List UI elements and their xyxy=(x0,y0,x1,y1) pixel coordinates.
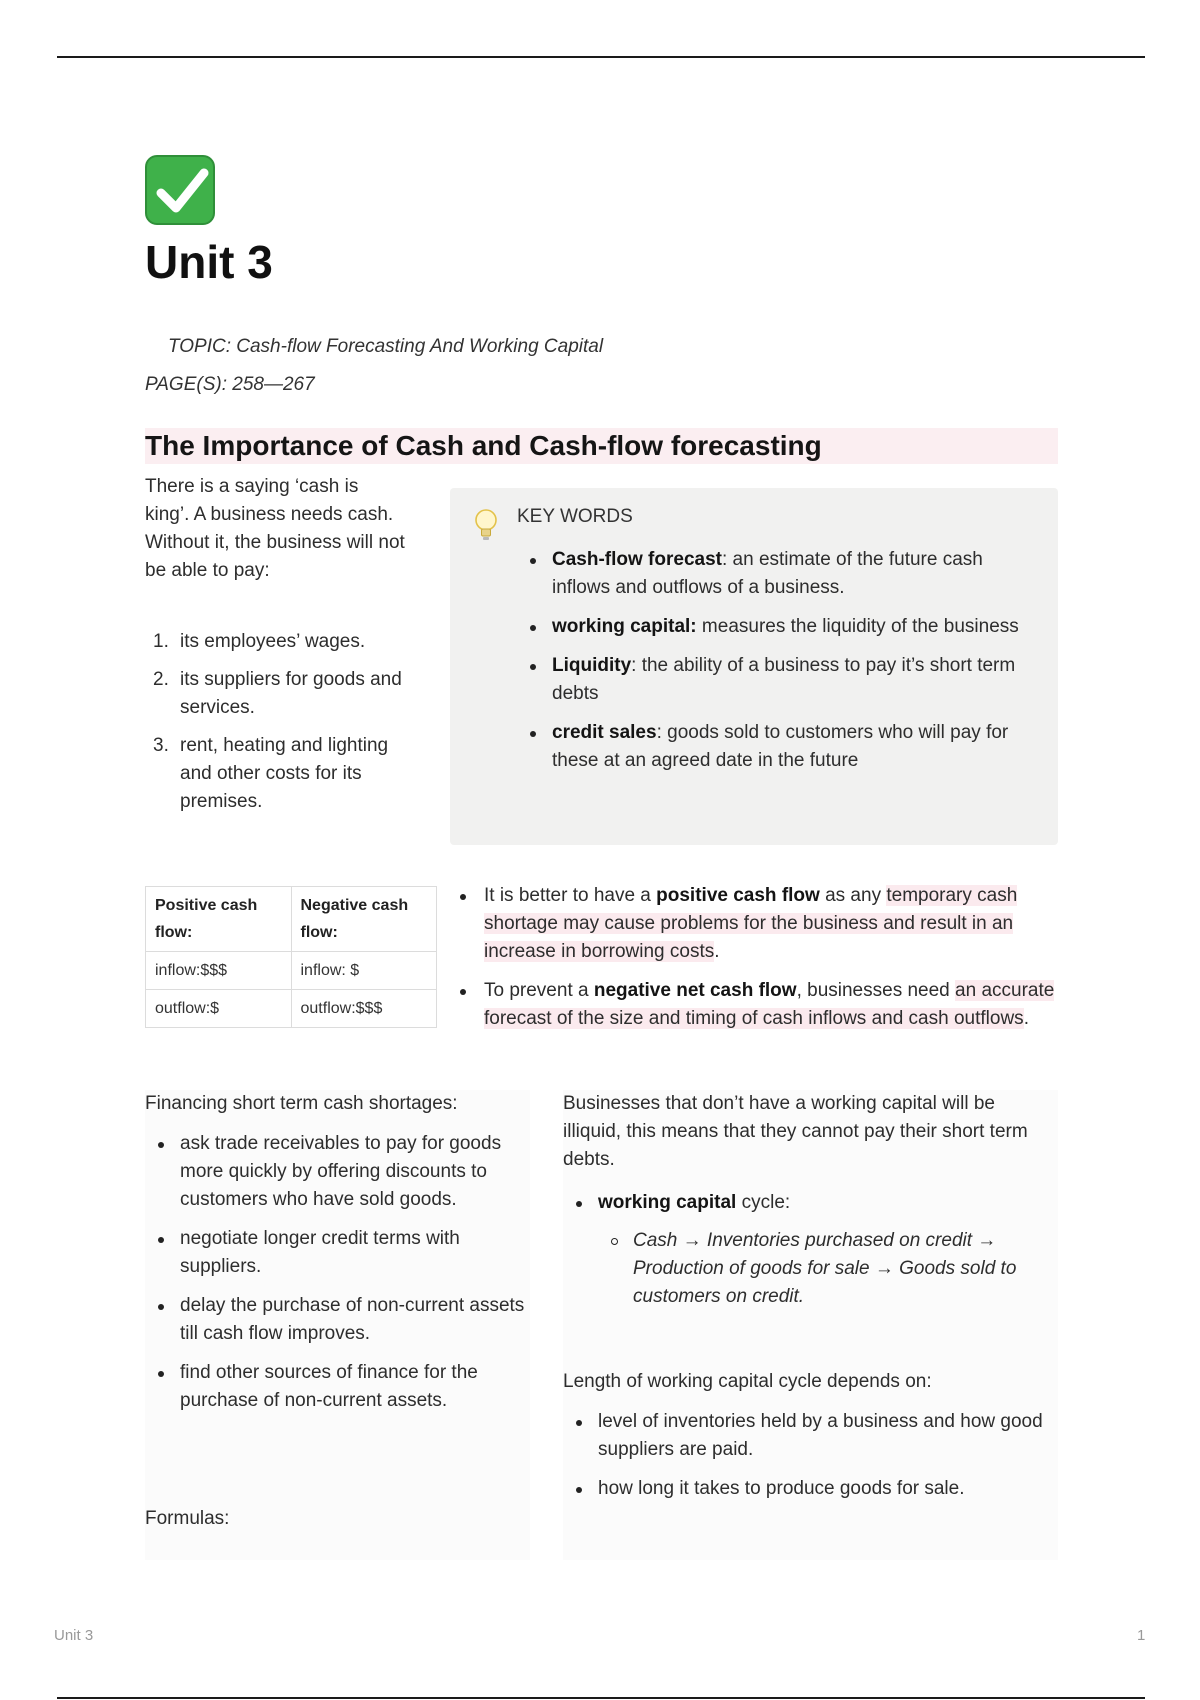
bullet-icon xyxy=(158,1237,164,1243)
text-run: as any xyxy=(819,885,887,906)
bullet-icon xyxy=(576,1420,582,1426)
bottom-rule xyxy=(57,1697,1145,1699)
text-run: . xyxy=(1023,1008,1029,1029)
definition: : the ability of a business to pay it’s short term debts xyxy=(552,655,1016,704)
length-list xyxy=(563,1408,1053,1514)
list-item-text: its suppliers for goods and services. xyxy=(180,669,402,718)
bullet-icon xyxy=(530,731,536,737)
list-item xyxy=(145,732,415,816)
bullet-icon xyxy=(530,558,536,564)
bold-text: negative net cash flow xyxy=(593,980,797,1001)
list-item xyxy=(145,1130,525,1214)
list-item xyxy=(530,546,1040,602)
list-item-text: level of inventories held by a business and how good suppliers are paid. xyxy=(598,1411,1043,1460)
list-item xyxy=(460,977,1060,1033)
text-run: It is better to have a xyxy=(484,885,657,906)
page-title: Unit 3 xyxy=(145,236,273,288)
table-row xyxy=(146,952,437,990)
numbered-list xyxy=(145,628,415,826)
key-words-title: KEY WORDS xyxy=(517,506,633,527)
text-run: cycle: xyxy=(736,1192,791,1213)
list-item xyxy=(563,1408,1053,1464)
term: Cash-flow forecast xyxy=(552,549,722,570)
definition: measures the liquidity of the business xyxy=(696,616,1019,637)
list-number: 2. xyxy=(153,669,169,690)
list-item xyxy=(460,882,1060,966)
list-item xyxy=(145,666,415,722)
table-header-row xyxy=(146,887,437,952)
bullet-icon xyxy=(576,1487,582,1493)
list-item-text: how long it takes to produce goods for sale. xyxy=(598,1478,965,1499)
page-number: 1 xyxy=(1137,1627,1146,1644)
working-capital-list xyxy=(563,1189,1053,1311)
bullet-icon xyxy=(530,625,536,631)
list-item-text: find other sources of finance for the purchase of non-current assets. xyxy=(180,1362,478,1411)
term: Liquidity xyxy=(552,655,632,676)
term: credit sales xyxy=(552,722,657,743)
footer-title: Unit 3 xyxy=(54,1627,94,1644)
list-number: 1. xyxy=(153,631,169,652)
list-item-text: negotiate longer credit terms with suppliers. xyxy=(180,1228,460,1277)
list-item xyxy=(145,628,415,656)
term: working capital: xyxy=(552,616,697,637)
list-item xyxy=(530,719,1040,775)
table-cell: outflow:$$$ xyxy=(291,990,437,1028)
length-heading: Length of working capital cycle depends on: xyxy=(563,1371,932,1392)
text-run: To prevent a xyxy=(484,980,594,1001)
list-item xyxy=(145,1225,525,1281)
financing-heading: Financing short term cash shortages: xyxy=(145,1093,458,1114)
list-item xyxy=(563,1475,1053,1503)
text-run: , businesses need xyxy=(796,980,956,1001)
highlighted-text: temporary cash shortage may cause problems for the business and result in an increase in borrowing costs xyxy=(484,885,1018,962)
list-item-text: its employees’ wages. xyxy=(180,631,366,652)
text-run: . xyxy=(714,941,720,962)
list-item xyxy=(563,1189,1053,1217)
intro-text: There is a saying ‘cash is king’. A business needs cash. Without it, the business will not be able to pay: xyxy=(145,476,405,581)
section-heading: The Importance of Cash and Cash-flow forecasting xyxy=(145,430,822,461)
list-item-text: rent, heating and lighting and other costs for its premises. xyxy=(180,735,389,812)
pages-line: PAGE(S): 258—267 xyxy=(145,374,315,395)
hollow-bullet-icon xyxy=(611,1238,618,1245)
definition: : an estimate of the future cash inflows and outflows of a business. xyxy=(552,549,983,598)
list-item xyxy=(530,613,1040,641)
bullet-icon xyxy=(158,1371,164,1377)
table-header: Negative cash flow: xyxy=(291,887,437,952)
cash-flow-points xyxy=(460,882,1060,1044)
lightbulb-icon xyxy=(474,508,498,544)
list-item xyxy=(145,1292,525,1348)
cash-flow-table xyxy=(145,886,437,1028)
table-row xyxy=(146,990,437,1028)
highlighted-text: an accurate forecast of the size and timing of cash inflows and cash outflows xyxy=(484,980,1055,1029)
bold-text: working capital xyxy=(598,1192,737,1213)
topic-line: TOPIC: Cash-flow Forecasting And Working Capital xyxy=(168,336,604,357)
table-cell: outflow:$ xyxy=(146,990,292,1028)
bullet-icon xyxy=(576,1201,582,1207)
check-mark-icon xyxy=(145,155,215,225)
table-header: Positive cash flow: xyxy=(146,887,292,952)
formulas-label: Formulas: xyxy=(145,1508,230,1529)
bullet-icon xyxy=(158,1304,164,1310)
top-rule xyxy=(57,56,1145,58)
list-item-text: delay the purchase of non-current assets till cash flow improves. xyxy=(180,1295,525,1344)
working-capital-intro: Businesses that don’t have a working capital will be illiquid, this means that they cannot pay their short term debts. xyxy=(563,1093,1028,1170)
financing-list xyxy=(145,1130,525,1426)
cycle-detail-text: Cash → Inventories purchased on credit → Production of goods for sale → Goods sold to customers on credit. xyxy=(633,1230,1017,1307)
list-item xyxy=(530,652,1040,708)
table-cell: inflow: $ xyxy=(291,952,437,990)
sub-list-item xyxy=(563,1227,1053,1311)
definition: : goods sold to customers who will pay for these at an agreed date in the future xyxy=(552,722,1009,771)
bullet-icon xyxy=(460,894,466,900)
table-cell: inflow:$$$ xyxy=(146,952,292,990)
list-item-text: ask trade receivables to pay for goods more quickly by offering discounts to customers who have sold goods. xyxy=(180,1133,502,1210)
list-number: 3. xyxy=(153,735,169,756)
bold-text: positive cash flow xyxy=(656,885,820,906)
bullet-icon xyxy=(530,664,536,670)
bullet-icon xyxy=(460,989,466,995)
bullet-icon xyxy=(158,1142,164,1148)
key-words-list xyxy=(530,546,1040,786)
list-item xyxy=(145,1359,525,1415)
